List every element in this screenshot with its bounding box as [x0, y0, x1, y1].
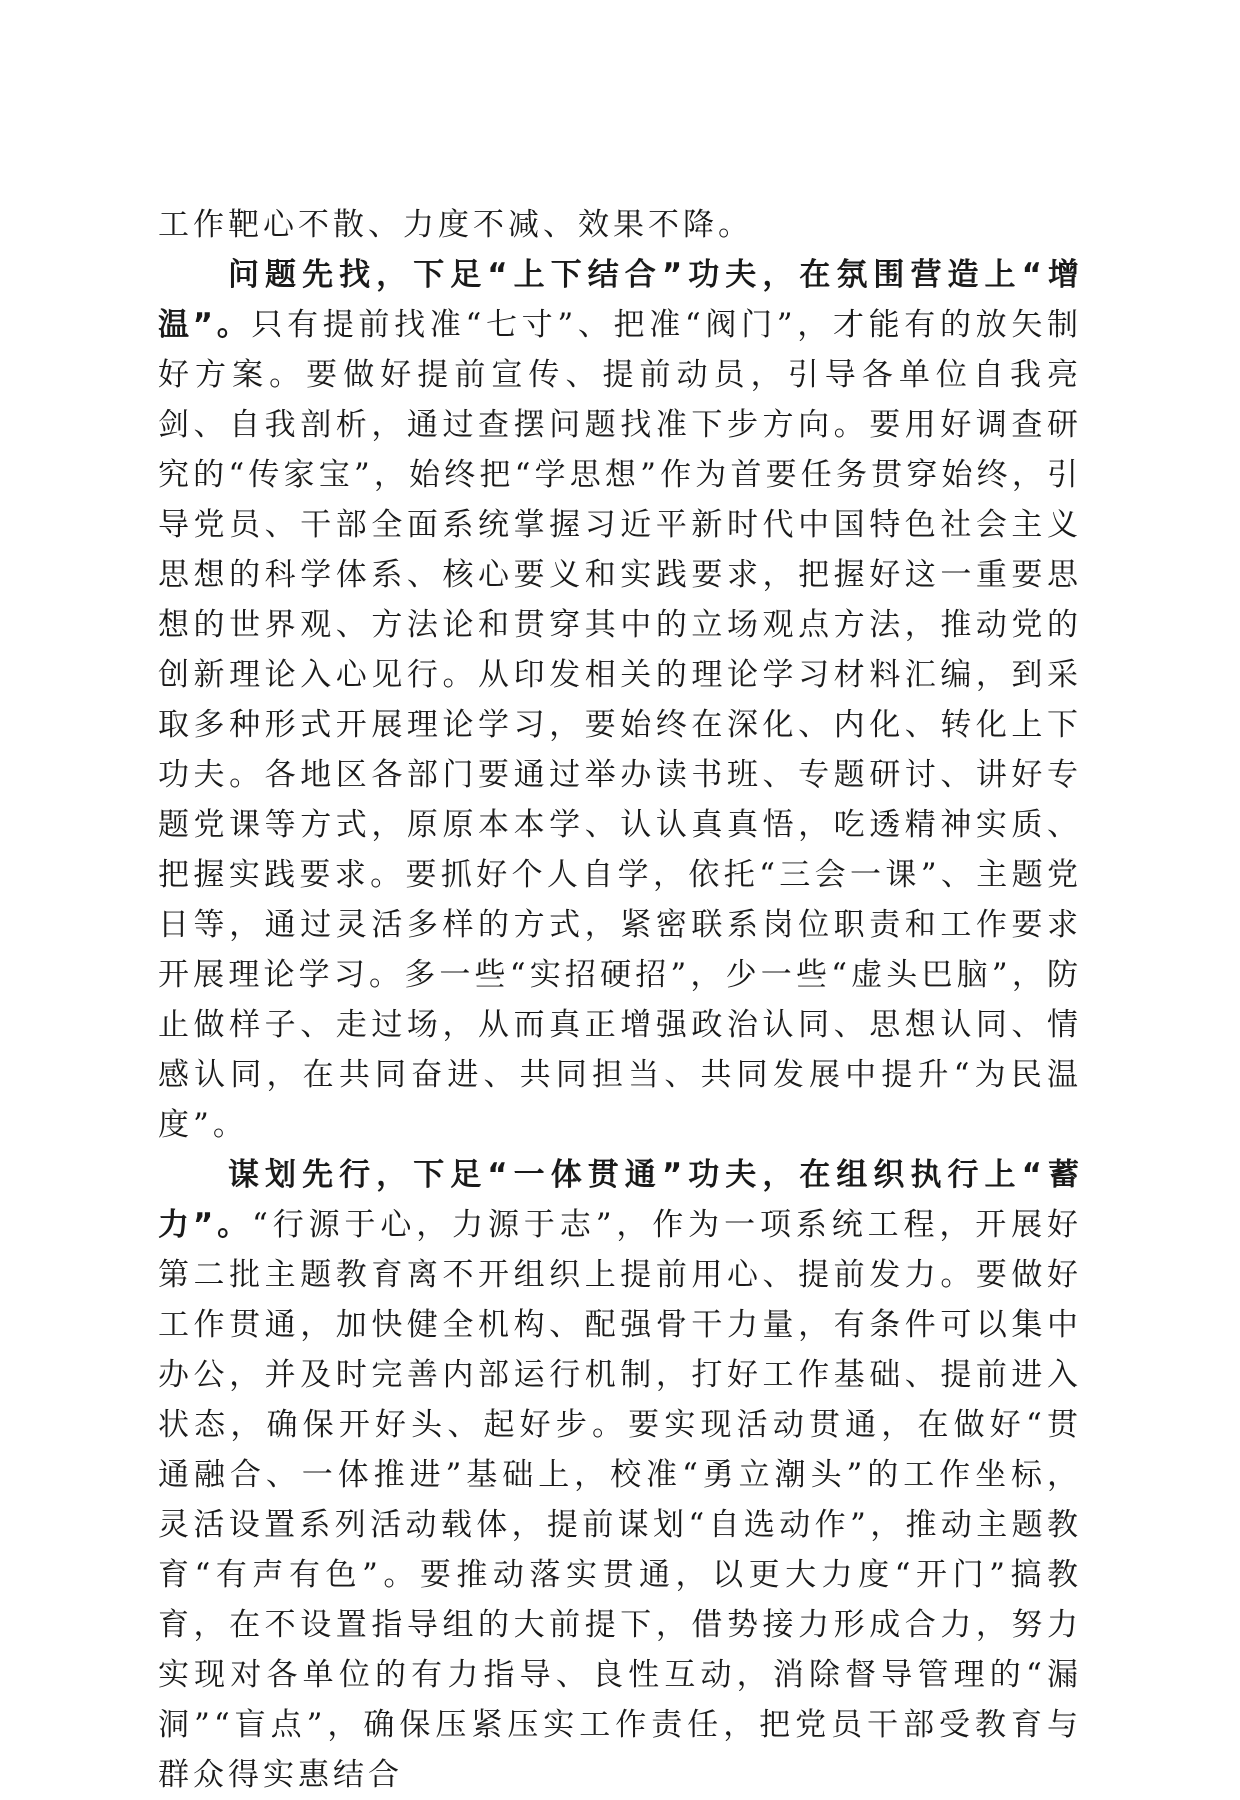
paragraph-body: “行源于心，力源于志”，作为一项系统工程，开展好第二批主题教育离不开组织上提前用心、提前发力。要做好工作贯通，加快健全机构、配强骨干力量，有条件可以集中办公，并及时完善内部运行机制，打好工作基础、提前进入状态，确保开好头、起好步。要实现活动贯通，在做好“贯通融合、一体推进”基础上，校准“勇立潮头”的工作坐标，灵活设置系列活动载体，提前谋划“自选动作”，推动主题教育“有声有色”。要推动落实贯通，以更大力度“开门”搞教育，在不设置指导组的大前提下，借势接力形成合力，努力实现对各单位的有力指导、良性互动，消除督导管理的“漏洞”“盲点”，确保压紧压实工作责任，把党员干部受教育与群众得实惠结合 [158, 1207, 1083, 1793]
paragraph-body: 只有提前找准“七寸”、把准“阀门”，才能有的放矢制好方案。要做好提前宣传、提前动员，引导各单位自我亮剑、自我剖析，通过查摆问题找准下步方向。要用好调查研究的“传家宝”，始终把“学思想”作为首要任务贯穿始终，引导党员、干部全面系统掌握习近平新时代中国特色社会主义思想的科学体系、核心要义和实践要求，把握好这一重要思想的世界观、方法论和贯穿其中的立场观点方法，推动党的创新理论入心见行。从印发相关的理论学习材料汇编，到采取多种形式开展理论学习，要始终在深化、内化、转化上下功夫。各地区各部门要通过举办读书班、专题研讨、讲好专题党课等方式，原原本本学、认认真真悟，吃透精神实质、把握实践要求。要抓好个人自学，依托“三会一课”、主题党日等，通过灵活多样的方式，紧密联系岗位职责和工作要求开展理论学习。多一些“实招硬招”，少一些“虚头巴脑”，防止做样子、走过场，从而真正增强政治认同、思想认同、情感认同，在共同奋进、共同担当、共同发展中提升“为民温度”。 [158, 307, 1083, 1143]
paragraph-planning-first [158, 1150, 1082, 1800]
paragraph-heading: 问题先找，下足“上下结合”功夫，在氛围营造上“增温”。 [158, 257, 1082, 343]
document-body [158, 200, 1082, 1800]
paragraph-heading: 谋划先行，下足“一体贯通”功夫，在组织执行上“蓄力”。 [158, 1157, 1082, 1243]
paragraph-body: 工作靶心不散、力度不减、效果不降。 [158, 207, 753, 243]
paragraph-continuation [158, 200, 1082, 250]
paragraph-problem-first [158, 250, 1082, 1150]
